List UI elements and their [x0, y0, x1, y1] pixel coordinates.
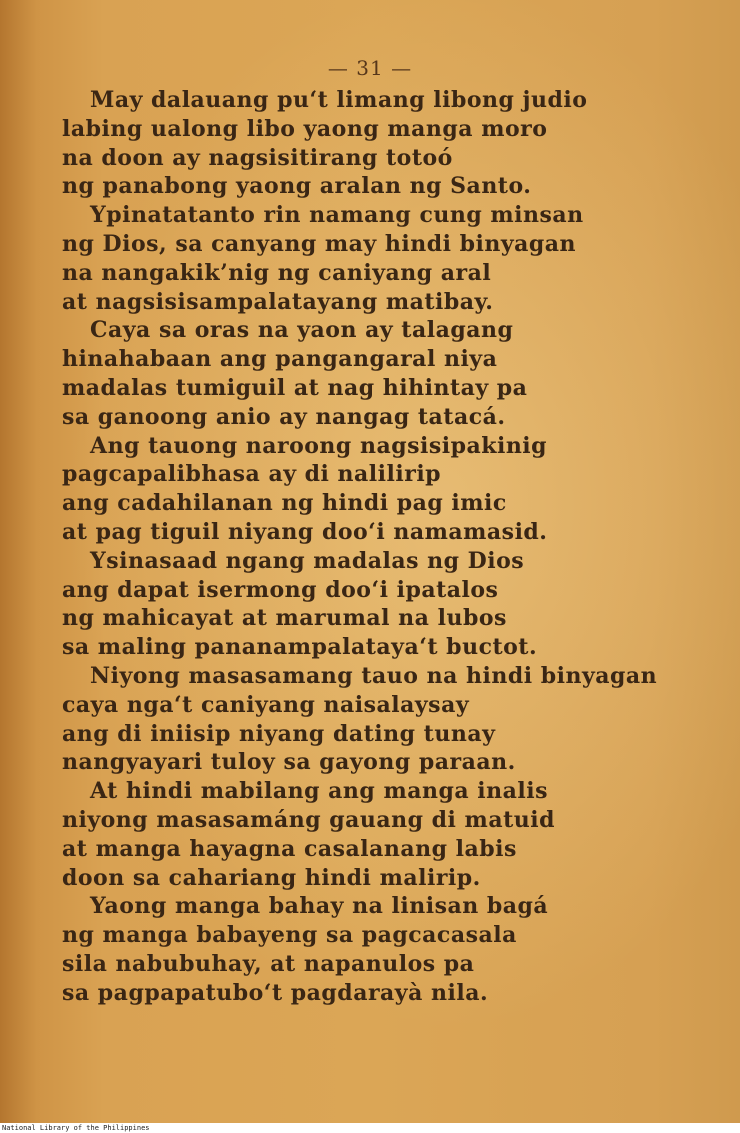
text-line: madalas tumiguil at nag hihintay pa [62, 375, 528, 401]
text-line: nangyayari tuloy sa gayong paraan. [62, 749, 516, 776]
text-line: Caya sa oras na yaon ay talagang [90, 317, 514, 344]
text-line: sila nabubuhay, at napanulos pa [62, 951, 475, 977]
text-line: labing ualong libo yaong manga moro [62, 115, 548, 142]
text-line: Niyong masasamang tauo na hindi binyagan [90, 663, 658, 689]
text-line: Yaong manga bahay na linisan bagá [90, 893, 549, 920]
text-line: sa pagpapatubo‘t pagdarayà nila. [62, 979, 489, 1006]
text-line: ang di iniisip niyang dating tunay [62, 720, 496, 747]
text-line: ng Dios, sa canyang may hindi binyagan [62, 231, 576, 257]
text-line: ng mahicayat at marumal na lubos [62, 605, 507, 632]
text-line: Ang tauong naroong nagsisipakinig [90, 432, 548, 459]
text-line: Ysinasaad ngang madalas ng Dios [90, 547, 525, 574]
text-line: Ypinatatanto rin namang cung minsan [90, 202, 584, 229]
text-line: na nangakik’nig ng caniyang aral [62, 259, 492, 286]
text-line: at pag tiguil niyang doo‘i namamasid. [62, 519, 548, 545]
text-line: ng panabong yaong aralan ng Santo. [62, 173, 532, 200]
text-line: hinahabaan ang pangangaral niya [62, 346, 498, 373]
text-line: ang cadahilanan ng hindi pag imic [62, 490, 507, 517]
text-line: na doon ay nagsisitirang totoó [62, 144, 453, 171]
text-line: May dalauang pu‘t limang libong judio [90, 87, 588, 113]
text-line: At hindi mabilang ang manga inalis [90, 778, 548, 805]
page-number: — 31 — [327, 56, 413, 80]
library-credit: National Library of the Philippines [2, 1124, 150, 1132]
text-line: at nagsisisampalatayang matibay. [62, 288, 494, 315]
text-line: sa maling pananampalataya‘t buctot. [62, 634, 538, 661]
text-line: doon sa cahariang hindi malirip. [62, 864, 481, 891]
text-line: sa ganoong anio ay nangag tatacá. [62, 403, 506, 430]
text-line: caya nga‘t caniyang naisalaysay [62, 691, 470, 718]
text-line: ng manga babayeng sa pagcacasala [62, 922, 517, 949]
text-line: niyong masasamáng gauang di matuid [62, 807, 555, 833]
text-line: ang dapat isermong doo‘i ipatalos [62, 576, 499, 603]
text-line: pagcapalibhasa ay di nalilirip [62, 461, 442, 488]
text-line: at manga hayagna casalanang labis [62, 835, 517, 862]
